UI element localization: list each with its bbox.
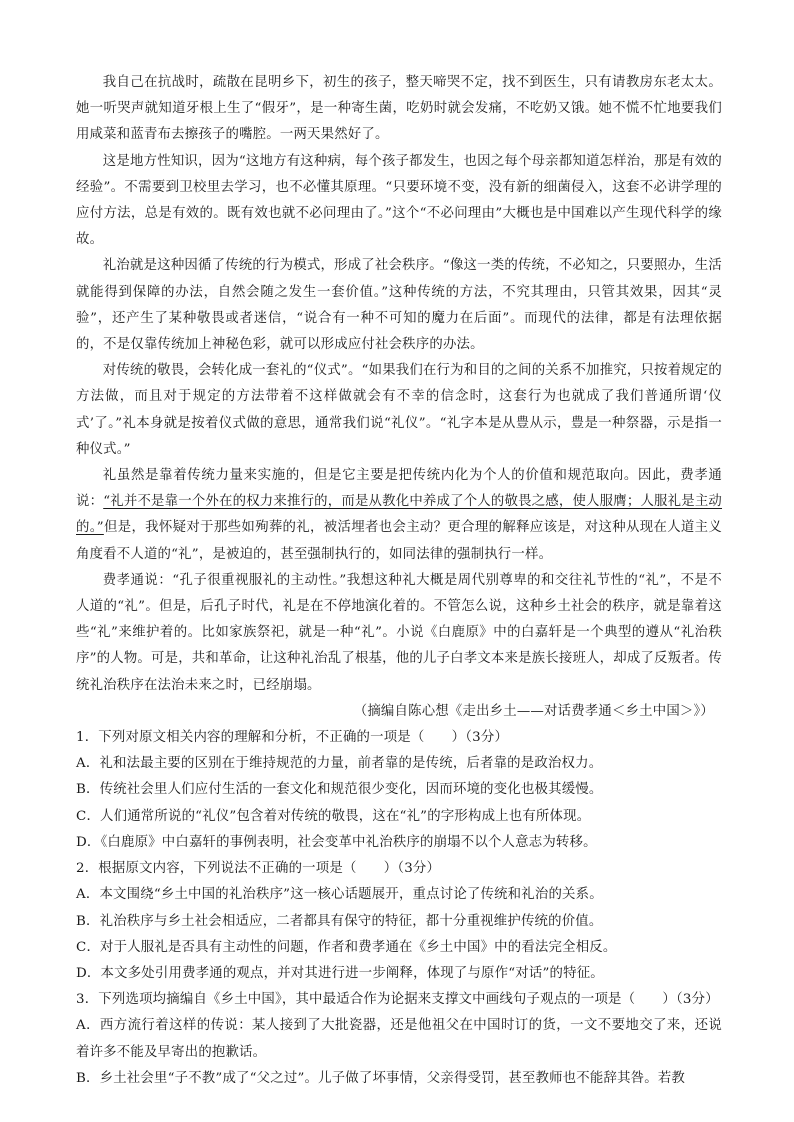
question-stem: 2．根据原文内容，下列说法不正确的一项是（ ）（3分） — [76, 861, 441, 877]
passage-text: 礼虽然是靠着传统力量来实施的，但是它主要是把传统内化为个人的价值和规范取向。因此，费孝通说： — [76, 468, 722, 510]
passage-paragraph: 礼治就是这种因循了传统的行为模式，形成了社会秩序。“像这一类的传统，不必知之，只要照办，生活就能得到保障的办法，自然会随之发生一套价值。”这种传统的方法，不究其理由，只管其效果，因其“灵验”，还产生了某种敬畏或者迷信，“说合有一种不可知的魔力在后面”。而现代的法律，都是有法理依据的，不是仅靠传统加上神秘色彩，就可以形成应付社会秩序的办法。 — [76, 258, 722, 353]
answer-option: B．传统社会里人们应付生活的一套文化和规范很少变化，因而环境的变化也极其缓慢。 — [76, 782, 603, 798]
answer-option: B．乡土社会里“子不教”成了“父之过”。儿子做了坏事情，父亲得受罚，甚至教师也不能辞其咎。若教 — [76, 1070, 686, 1086]
answer-option: D．《白鹿原》中白嘉轩的事例表明，社会变革中礼治秩序的崩塌不以个人意志为转移。 — [76, 834, 597, 850]
reading-passage — [76, 70, 722, 725]
answer-option: A．西方流行着这样的传说：某人接到了大批瓷器，还是他祖父在中国时订的货，一文不要地交了来，还说着许多不能及早寄出的抱歉话。 — [76, 1018, 722, 1060]
question-block — [76, 856, 722, 987]
passage-paragraph: 费孝通说：“孔子很重视服礼的主动性。”我想这种礼大概是周代别尊卑的和交往礼节性的“礼”，不是不人道的“礼”。但是，后孔子时代，礼是在不停地演化着的。不管怎么说，这种乡土社会的秩序，就是靠着这些“礼”来维护着的。比如家族祭祀，就是一种“礼”。小说《白鹿原》中的白嘉轩是一个典型的遵从“礼治秩序”的人物。可是，共和革命，让这种礼治乱了根基，他的儿子白孝文本来是族长接班人，却成了反叛者。传统礼治秩序在法治未来之时，已经崩塌。 — [76, 572, 722, 693]
passage-text: 但是，我怀疑对于那些如殉葬的礼，被活埋者也会主动？更合理的解释应该是，对这种从现在人道主义角度看不人道的“礼”，是被迫的，甚至强制执行的，如同法律的强制执行一样。 — [76, 520, 723, 562]
passage-paragraph: 对传统的敬畏，会转化成一套礼的“仪式”。“如果我们在行为和目的之间的关系不加推究，只按着规定的方法做，而且对于规定的方法带着不这样做就会有不幸的信念时，这套行为也就成了我们普通所谓‘仪式’了。”礼本身就是按着仪式做的意思，通常我们说“礼仪”。“礼字本是从豊从示，豊是一种祭器，示是指一种仪式。” — [76, 363, 722, 457]
question-stem: 1．下列对原文相关内容的理解和分析，不正确的一项是（ ）（3分） — [76, 730, 509, 746]
answer-option: B．礼治秩序与乡土社会相适应，二者都具有保守的特征，都十分重视维护传统的价值。 — [76, 913, 603, 929]
passage-paragraph — [76, 463, 722, 568]
passage-paragraph: 我自己在抗战时，疏散在昆明乡下，初生的孩子，整天啼哭不定，找不到医生，只有请教房东老太太。她一听哭声就知道牙根上生了“假牙”，是一种寄生菌，吃奶时就会发痛，不吃奶又饿。她不慌不忙地要我们用咸菜和蓝青布去擦孩子的嘴腔。一两天果然好了。 — [76, 75, 722, 143]
passage-paragraph: 这是地方性知识，因为“这地方有这种病，每个孩子都发生，也因之每个母亲都知道怎样治，那是有效的经验”。不需要到卫校里去学习，也不必懂其原理。“只要环境不变，没有新的细菌侵入，这套不必讲学理的应付方法，总是有效的。既有效也就不必问理由了。”这个“不必问理由”大概也是中国难以产生现代科学的缘故。 — [76, 153, 722, 248]
source-citation: （摘编自陈心想《走出乡土——对话费孝通＜乡土中国＞》） — [353, 703, 714, 719]
underlined-sentence: “礼并不是靠一个外在的权力来推行的，而是从教化中养成了个人的敬畏之感，使人服膺；人服礼是主动的。” — [76, 494, 723, 536]
question-block — [76, 725, 722, 856]
answer-option: A．本文围绕“乡土中国的礼治秩序”这一核心话题展开，重点讨论了传统和礼治的关系。 — [76, 887, 603, 903]
answer-option: D．本文多处引用费孝通的观点，并对其进行进一步阐释，体现了与原作“对话”的特征。 — [76, 965, 604, 981]
answer-option: C．对于人服礼是否具有主动性的问题，作者和费孝通在《乡土中国》中的看法完全相反。 — [76, 939, 617, 955]
answer-option: C．人们通常所说的“礼仪”包含着对传统的敬畏，这在“礼”的字形构成上也有所体现。 — [76, 808, 591, 824]
question-block — [76, 987, 722, 1092]
answer-option: A．礼和法最主要的区别在于维持规范的力量，前者靠的是传统，后者靠的是政治权力。 — [76, 756, 603, 772]
question-stem: 3．下列选项均摘编自《乡土中国》，其中最适合作为论据来支撑文中画线句子观点的一项是（ ）（3分） — [76, 992, 719, 1008]
